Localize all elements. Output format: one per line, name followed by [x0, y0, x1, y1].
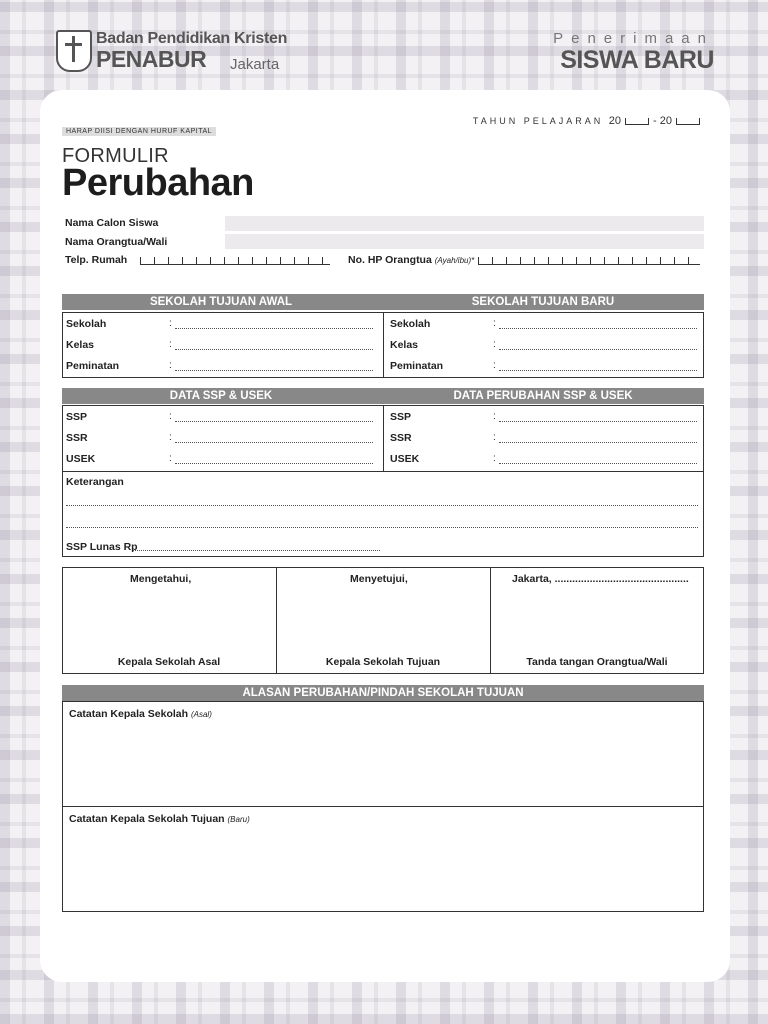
colon: : [169, 339, 172, 350]
kelas-awal-field[interactable] [175, 348, 373, 350]
school-awal-field[interactable] [175, 327, 373, 329]
school-divider [383, 313, 384, 377]
sig-col2-bottom: Kepala Sekolah Tujuan [325, 656, 441, 668]
school-section-header [62, 294, 704, 310]
parent-mobile-field[interactable] [478, 257, 700, 265]
program-subtitle: Penerimaan [553, 30, 714, 47]
ssp-awal-label: SSP [66, 411, 88, 423]
title-small: FORMULIR [62, 145, 169, 167]
fee-table [62, 405, 704, 557]
fee-section-header [62, 388, 704, 404]
year-end-blank[interactable] [676, 118, 700, 125]
peminatan-awal-label: Peminatan [66, 360, 120, 372]
sig-col2-top: Menyetujui, [350, 573, 408, 585]
origin-principal-note-sub: (Asal) [190, 710, 212, 719]
ssr-awal-field[interactable] [175, 441, 373, 443]
peminatan-baru-label: Peminatan [390, 360, 444, 372]
fee-right-header: DATA PERUBAHAN SSP & USEK [453, 390, 633, 402]
usek-baru-label: USEK [390, 453, 420, 465]
student-name-label: Nama Calon Siswa [65, 217, 159, 229]
reason-divider [63, 806, 703, 807]
sig-col1-top: Mengetahui, [130, 573, 192, 585]
peminatan-awal-field[interactable] [175, 369, 373, 371]
org-name-line2: PENABUR [96, 46, 207, 72]
kelas-baru-label: Kelas [390, 339, 419, 351]
fee-left-header: DATA SSP & USEK [169, 390, 273, 402]
sig-col1-bottom-wrap [62, 656, 276, 668]
academic-year [473, 115, 704, 127]
sig-col3-bottom-wrap [490, 656, 704, 668]
peminatan-baru-field[interactable] [499, 369, 697, 371]
sig-col3-bottom: Tanda tangan Orangtua/Wali [526, 656, 668, 668]
notes-line-2[interactable] [66, 526, 698, 528]
colon: : [169, 318, 172, 329]
fee-hdivider [63, 471, 703, 472]
origin-principal-note-label [69, 708, 212, 720]
notes-line-1[interactable] [66, 504, 698, 506]
sig-col3-top: Jakarta, .............................................. [512, 573, 689, 585]
origin-principal-note-field[interactable] [63, 722, 703, 804]
year-separator: - 20 [653, 115, 672, 127]
page-title: Perubahan [62, 162, 254, 204]
academic-year-label: TAHUN PELAJARAN [472, 116, 604, 126]
org-city: Jakarta [230, 56, 280, 73]
colon: : [493, 453, 496, 464]
target-principal-note-text: Catatan Kepala Sekolah Tujuan [69, 813, 225, 825]
student-name-field[interactable] [225, 216, 704, 231]
parent-mobile-label [348, 254, 474, 266]
sig-col3-top-wrap [490, 573, 704, 585]
origin-principal-note-text: Catatan Kepala Sekolah [69, 708, 189, 720]
target-principal-note-field[interactable] [63, 828, 703, 910]
usek-awal-label: USEK [66, 453, 96, 465]
colon: : [493, 360, 496, 371]
program-title: SISWA BARU [560, 46, 714, 74]
school-right-header: SEKOLAH TUJUAN BARU [471, 296, 615, 308]
parent-mobile-note: (Ayah/ibu)* [434, 256, 475, 265]
parent-name-label: Nama Orangtua/Wali [65, 236, 168, 248]
year-start-blank[interactable] [625, 118, 649, 125]
school-left-header: SEKOLAH TUJUAN AWAL [149, 296, 293, 308]
notes-label: Keterangan [66, 476, 124, 488]
ssr-awal-label: SSR [66, 432, 88, 444]
ssp-baru-label: SSP [390, 411, 412, 423]
home-phone-label: Telp. Rumah [65, 254, 128, 266]
kelas-awal-label: Kelas [66, 339, 95, 351]
school-baru-field[interactable] [499, 327, 697, 329]
target-principal-note-sub: (Baru) [227, 815, 250, 824]
sig-col1-top-wrap [62, 573, 276, 585]
ssp-baru-field[interactable] [499, 420, 697, 422]
usek-baru-field[interactable] [499, 462, 697, 464]
colon: : [169, 432, 172, 443]
school-awal-label: Sekolah [66, 318, 107, 330]
home-phone-field[interactable] [140, 257, 330, 265]
org-name-line1: Badan Pendidikan Kristen [96, 30, 288, 47]
ssp-awal-field[interactable] [175, 420, 373, 422]
colon: : [169, 360, 172, 371]
colon: : [169, 453, 172, 464]
colon: : [493, 318, 496, 329]
reason-section-header: ALASAN PERUBAHAN/PINDAH SEKOLAH TUJUAN [62, 685, 704, 701]
sig-col2-top-wrap [276, 573, 490, 585]
school-baru-label: Sekolah [390, 318, 431, 330]
ssr-baru-field[interactable] [499, 441, 697, 443]
penabur-logo-icon [56, 30, 92, 72]
sig-col2-bottom-wrap [276, 656, 490, 668]
target-principal-note-label [69, 813, 250, 825]
ssp-paid-label: SSP Lunas Rp [66, 541, 138, 553]
colon: : [493, 339, 496, 350]
sig-col1-bottom: Kepala Sekolah Asal [117, 656, 221, 668]
fee-divider [383, 406, 384, 471]
usek-awal-field[interactable] [175, 462, 373, 464]
colon: : [493, 411, 496, 422]
year-prefix: 20 [608, 115, 622, 127]
colon: : [169, 411, 172, 422]
parent-name-field[interactable] [225, 234, 704, 249]
instruction-note: HARAP DIISI DENGAN HURUF KAPITAL [62, 127, 216, 136]
colon: : [493, 432, 496, 443]
kelas-baru-field[interactable] [499, 348, 697, 350]
ssp-paid-field[interactable] [133, 549, 380, 551]
parent-mobile-text: No. HP Orangtua [348, 254, 432, 266]
ssr-baru-label: SSR [390, 432, 412, 444]
